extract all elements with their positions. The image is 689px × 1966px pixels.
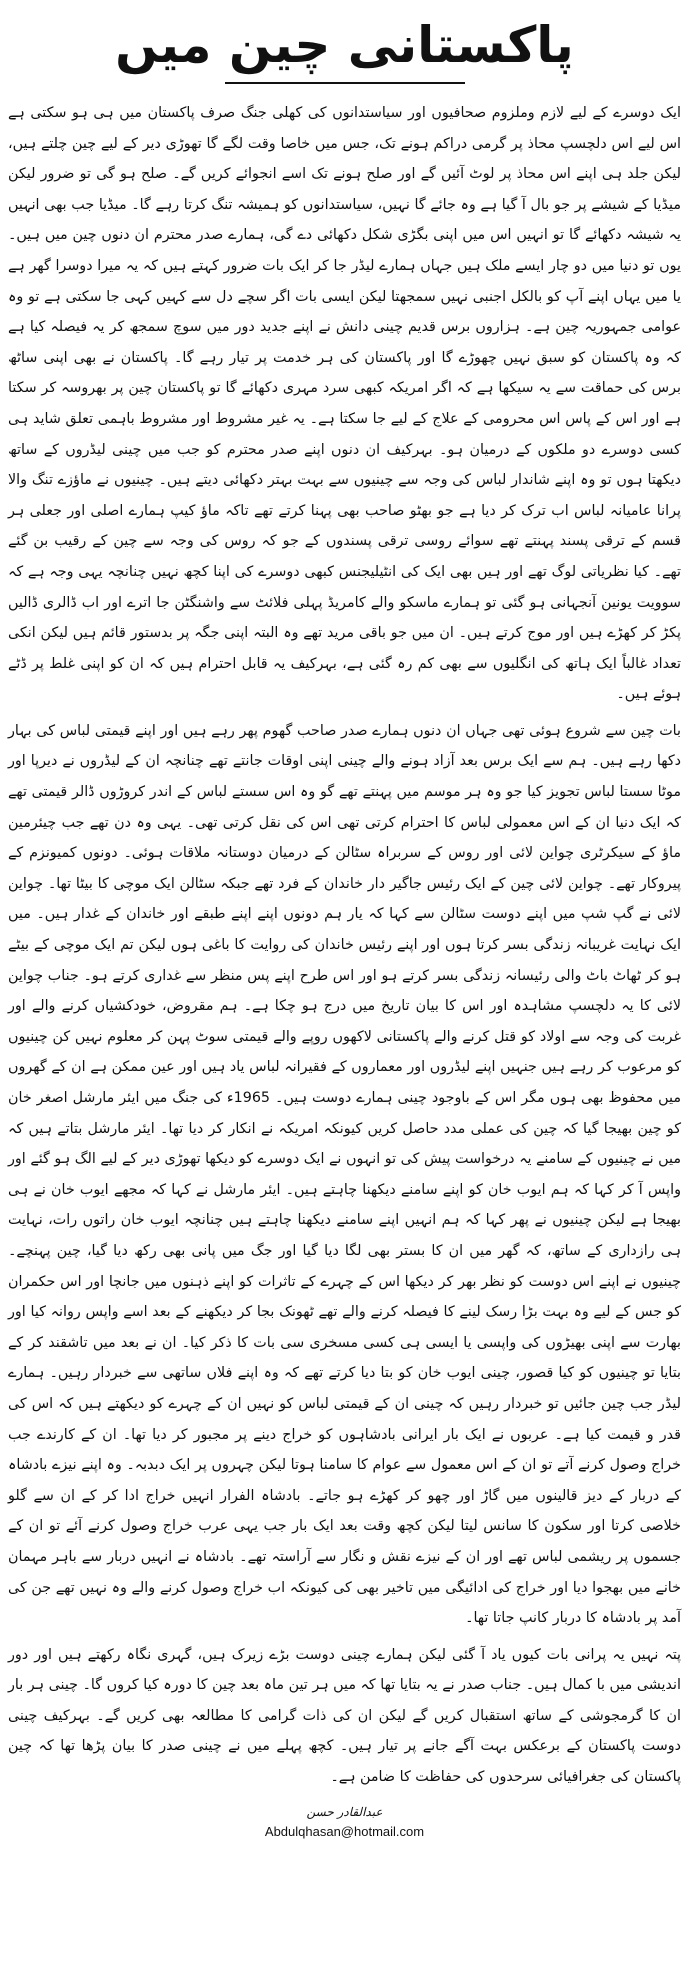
article-paragraph: بات چین سے شروع ہوئی تھی جہاں ان دنوں ہمارے صدر صاحب گھوم پھر رہے ہیں اور اپنے قیمتی لباس کی بہار دکھا رہے ہیں۔ ہم سے ایک برس بعد آزاد ہونے والے چینی اپنی اوقات جانتے تھے چنانچہ ان کے لیڈروں نے دیرپا اور موٹا سستا لباس تجویز کیا جو وہ ہر موسم میں پہنتے تھے گو وہ اس سستے لباس کے اندر کروڑوں ڈالر قیمتی تھے کہ ایک دنیا ان کے اس معمولی لباس کا احترام کرتی تھی اس کی نقل کرتی تھی۔ یہی وہ دن تھے جب چیئرمین ماؤ کے سیکرٹری چواین لائی اور روس کے سربراہ سٹالن کے درمیان دوستانہ ملاقات ہوئی۔ دونوں کمیونزم کے پیروکار تھے۔ چواین لائی چین کے ایک رئیس جاگیر دار خاندان کے فرد تھے جبکہ سٹالن ایک موچی کا بیٹا تھا۔ چواین لائی نے گپ شپ میں اپنے دوست سٹالن سے کہا کہ یار ہم دونوں اپنے اپنے طبقے اور خاندان کے غدار ہیں۔ میں ایک نہایت غریبانہ زندگی بسر کرتا ہوں اور اپنے رئیس خاندان کی روایت کا باغی ہوں لیکن تم ایک موچی کے بیٹے ہو کر ٹھاٹ باٹ والی رئیسانہ زندگی بسر کرتے ہو اور اس طرح اپنے پس منظر سے غداری کرتے ہو۔ جناب چواین لائی کا یہ دلچسپ مشاہدہ اور اس کا بیان تاریخ میں درج ہو چکا ہے۔ ہم مقروض، خودکشیاں کرنے والے اور غربت کی وجہ سے اولاد کو قتل کرنے والے پاکستانی لاکھوں روپے والے قیمتی سوٹ پہن کر معلوم نہیں کن چینیوں کو مرعوب کر رہے ہیں جنہیں اپنے لیڈروں اور معماروں کے فقیرانہ لباس یاد ہیں اور عین ممکن ہے ان کے گھروں میں محفوظ بھی ہوں مگر اس کے باوجود چینی ہمارے دوست ہیں۔ 1965ء کی جنگ میں ایئر مارشل اصغر خان کو چین بھیجا گیا کہ چین کی عملی مدد حاصل کریں کیونکہ امریکہ نے انکار کر دیا تھا۔ ایئر مارشل بتاتے ہیں کہ میں نے چینیوں کے سامنے یہ درخواست پیش کی تو انہوں نے ایک دوسرے کو دیکھا تھوڑی دیر کے لیے الگ ہو گئے اور واپس آ کر کہا کہ ہم ایوب خان کو اپنے سامنے دیکھنا چاہتے ہیں۔ ایئر مارشل نے کہا کہ مجھے ایوب خان نے ہی بھیجا ہے لیکن چینیوں نے پھر کہا کہ ہم انہیں اپنے سامنے دیکھنا چاہتے ہیں چنانچہ ایوب خان راتوں رات، نہایت ہی رازداری کے ساتھ، کہ گھر میں ان کا بستر بھی لگا دیا گیا اور جگ میں پانی بھی رکھ دیا گیا، چین پہنچے۔ چینیوں نے اپنے اس دوست کو نظر بھر کر دیکھا اس کے چہرے کے تاثرات کو اپنے ذہنوں میں جانچا اور اس حکمران کو جس کے لیے وہ بہت بڑا رسک لینے کا فیصلہ کرنے والے تھے ٹھونک بجا کر دیکھنے کے بعد اسے واپس روانہ کیا اور بھارت سے اپنی بھیڑوں کی واپسی یا ایسی ہی کسی مسخری سی بات کا ذکر کیا۔ ان نے بعد میں تاشقند کر کے بتایا تو چینیوں کو کیا قصور، چینی ایوب خان کو بتا دیا کرتے تھے کہ وہ اپنے فلاں ساتھی سے خبردار رہیں۔ ہمارے لیڈر جب چین جائیں تو خبردار رہیں کہ چینی ان کے قیمتی لباس کو نہیں ان کے چہرے کو دیکھتے ہیں کہ اس کی قدر و قیمت کیا ہے۔ عربوں نے ایک بار ایرانی بادشاہوں کو خراج دینے پر مجبور کر دیا تھا۔ ان کے کارندے جب خراج وصول کرنے آتے تو ان کے اس معمول سے عوام کا سامنا ہوتا لیکن چہروں پر ایک دبدبہ۔ وہ اپنے نیزے بادشاہ کے دربار کے دیز قالینوں میں گاڑ اور چھو کر کھڑے ہو جاتے۔ بادشاہ الفرار انہیں خراج ادا کر کے ان سے گلو خلاصی کرتا اور سکون کا سانس لیتا لیکن کچھ وقت بعد ایک بار جب یہی عرب خراج وصول کرنے آئے تو ان کے جسموں پر ریشمی لباس تھے اور ان کے نیزے نقش و نگار سے آراستہ تھے۔ بادشاہ نے انہیں دربار سے باہر مہمان خانے میں بھجوا دیا اور خراج کی ادائیگی میں تاخیر بھی کی کیونکہ اب خراج وصول کرنے والے وہ نہیں تھے جن کی آمد پر بادشاہ کا دربار کانپ جاتا تھا۔ (8, 722, 681, 1627)
article-paragraph: ایک دوسرے کے لیے لازم وملزوم صحافیوں اور سیاستدانوں کی کھلی جنگ صرف پاکستان میں ہی ہو سکتی ہے اس لیے اس دلچسپ محاذ پر گرمی دراکم ہونے تک، جس میں خاصا وقت لگے گا تھوڑی دیر کے لیے چین چلتے ہیں، لیکن جلد ہی اپنے اس محاذ پر لوٹ آئیں گے اور صلح ہونے تک اسے انجوائے کریں گے۔ صلح ہو گی تو ضرور لیکن میڈیا کے شیشے پر جو بال آ گیا ہے وہ جائے گا نہیں، سیاستدانوں کو ہمیشہ تنگ کرتا رہے گا۔ میڈیا جب بھی انہیں یہ شیشہ دکھائے گا تو انہیں اس میں اپنی بگڑی شکل دکھائی دے گی، ہمارے صدر محترم ان دنوں چین میں ہیں۔ یوں تو دنیا میں دو چار ایسے ملک ہیں جہاں ہمارے لیڈر جا کر ایک بات ضرور کہتے ہیں کہ یہ میرا دوسرا گھر ہے یا میں یہاں اپنے آپ کو بالکل اجنبی نہیں سمجھتا لیکن ایسی بات اگر سچے دل سے کہیں کہی جا سکتی ہے تو وہ عوامی جمہوریہ چین ہے۔ ہزاروں برس قدیم چینی دانش نے اپنے جدید دور میں سوچ سمجھ کر یہ فیصلہ کیا ہے کہ وہ پاکستان کو سبق نہیں چھوڑے گا اور پاکستان کی ہر خدمت پر تیار رہے گا۔ پاکستان نے بھی اپنی ساٹھ برس کی حماقت سے یہ سیکھا ہے کہ اگر امریکہ کبھی سرد مہری دکھائے گا تو پاکستان چین پر بھروسہ کر سکتا ہے اور اس کے پاس اس محرومی کے علاج کے لیے جا سکتا ہے۔ یہ غیر مشروط اور مشروط باہمی تعلق شاید ہی کسی دوسرے دو ملکوں کے درمیان ہو۔ بہرکیف ان دنوں اپنے صدر محترم کو جب میں چینی لیڈروں کے ساتھ دیکھتا ہوں تو وہ اپنے شاندار لباس کی وجہ سے چینیوں سے بہت بہتر دکھائی دیتے ہیں۔ چینیوں نے ماؤزے تنگ والا پرانا عامیانہ لباس اب ترک کر دیا ہے جو بھٹو صاحب بھی پہنا کرتے تھے تاکہ ماؤ کیپ ہمارے اصلی اور جعلی ہر قسم کے ترقی پسند پہنتے تھے سوائے روسی ترقی پسندوں کے جو کہ روس کی وجہ سے چین کے رقیب بن گئے تھے۔ کیا نظریاتی لوگ تھے اور ہیں بھی ایک کی انٹیلیجنس کبھی دوسرے کی اپنا کچھ نہیں چنانچہ یہی وجہ ہے کہ سوویت یونین آنجہانی ہو گئی تو ہمارے ماسکو والے کامریڈ پہلی فلائٹ سے واشنگٹن جا اترے اور اب ڈالری ڈالیں پکڑ کر کھڑے ہیں اور موج کرتے ہیں۔ ان میں جو باقی مرید تھے وہ البتہ اپنی جگہ پر بدستور قائم ہیں لیکن انکی تعداد غالباً ایک ہاتھ کی انگلیوں سے بھی کم رہ گئی ہے، بہرکیف یہ قابل احترام ہیں کہ ان کو اپنی غلط پر ڈٹے ہوئے ہیں۔ (8, 105, 681, 703)
article-paragraph: پتہ نہیں یہ پرانی بات کیوں یاد آ گئی لیکن ہمارے چینی دوست بڑے زیرک ہیں، گہری نگاہ رکھتے ہیں اور دور اندیشی میں با کمال ہیں۔ جناب صدر نے یہ بتایا تھا کہ میں ہر تین ماہ بعد چین کا دورہ کیا کروں گا۔ چینی ہر بار ان کا گرمجوشی کے ساتھ استقبال کریں گے لیکن ان کی ذات گرامی کا مطالعہ بھی کریں گے۔ بہرکیف چینی دوست پاکستان کے برعکس بہت آگے جانے پر تیار ہیں۔ کچھ پہلے میں نے چینی صدر کا بیان پڑھا تھا کہ چین پاکستان کی جغرافیائی سرحدوں کی حفاظت کا ضامن ہے۔ (8, 1646, 681, 1786)
headline-divider (225, 82, 465, 84)
newspaper-column (8, 0, 681, 1841)
article-body (8, 98, 681, 1793)
author-name: عبدالقادر حسن (306, 1804, 383, 1819)
article-headline: پاکستانی چین میں (115, 16, 574, 74)
author-email[interactable]: Abdulqhasan@hotmail.com (264, 1823, 425, 1839)
